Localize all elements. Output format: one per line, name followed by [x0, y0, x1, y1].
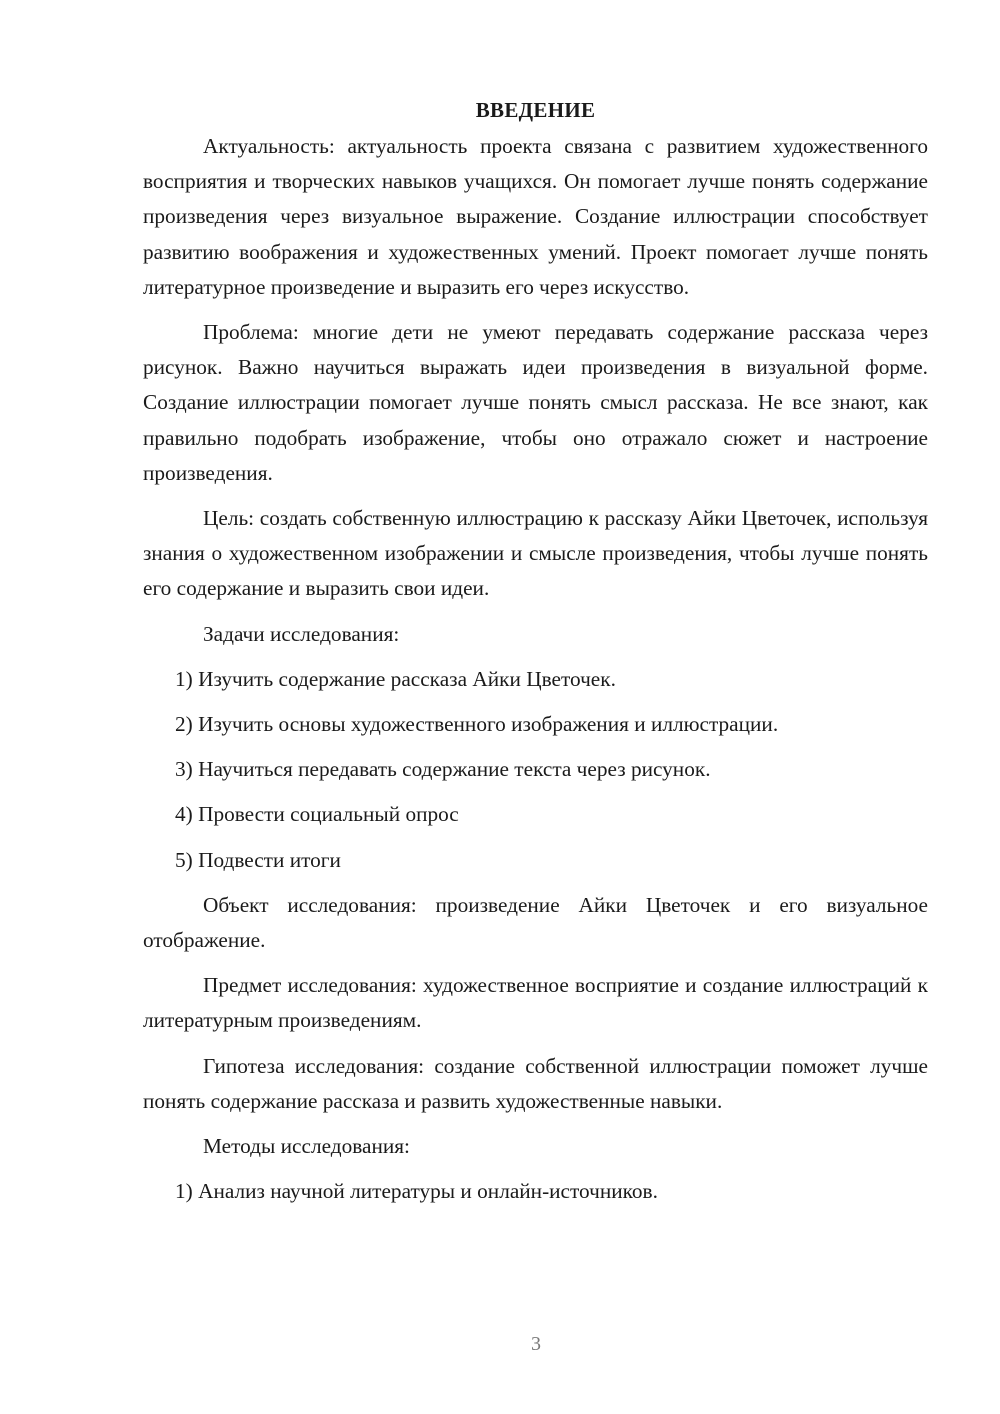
document-page — [143, 95, 928, 1219]
object-paragraph: Объект исследования: произведение Айки Цветочек и его визуальное отображение. — [143, 892, 928, 953]
tasks-heading: Задачи исследования: — [203, 621, 400, 646]
task-item: 1) Изучить содержание рассказа Айки Цветочек. — [175, 666, 616, 691]
methods-heading: Методы исследования: — [203, 1134, 410, 1159]
task-item: 4) Провести социальный опрос — [175, 802, 459, 827]
goal-paragraph: Цель: создать собственную иллюстрацию к рассказу Айки Цветочек, используя знания о художественном изображении и смысле произведения, чтобы лучше понять его содержание и выразить свои идеи. — [143, 506, 928, 601]
tasks-list — [143, 662, 928, 878]
task-item: 5) Подвести итоги — [175, 847, 341, 872]
hypothesis-paragraph: Гипотеза исследования: создание собственной иллюстрации поможет лучше понять содержание рассказа и развить художественные навыки. — [143, 1053, 928, 1113]
task-item: 2) Изучить основы художественного изображения и иллюстрации. — [175, 712, 779, 737]
methods-list — [143, 1174, 928, 1209]
problem-paragraph: Проблема: многие дети не умеют передавать содержание рассказа через рисунок. Важно научиться выражать идеи произведения в визуальной форме. Создание иллюстрации помогает лучше понять смысл рассказа. Не все знают, как правильно подобрать изображение, чтобы оно отражало сюжет и настроение произведения. — [143, 320, 928, 485]
subject-paragraph: Предмет исследования: художественное восприятие и создание иллюстраций к литературным произведениям. — [143, 973, 928, 1033]
page-number: 3 — [531, 1333, 541, 1355]
section-title: ВВЕДЕНИЕ — [475, 98, 596, 122]
relevance-paragraph: Актуальность: актуальность проекта связана с развитием художественного восприятия и творческих навыков учащихся. Он помогает лучше понять содержание произведения через визуальное выражение. Создание иллюстрации способствует развитию воображения и художественных умений. Проект помогает лучше понять литературное произведение и выразить его через искусство. — [143, 134, 928, 299]
method-item: 1) Анализ научной литературы и онлайн-источников. — [175, 1179, 658, 1204]
task-item: 3) Научиться передавать содержание текста через рисунок. — [175, 757, 711, 782]
